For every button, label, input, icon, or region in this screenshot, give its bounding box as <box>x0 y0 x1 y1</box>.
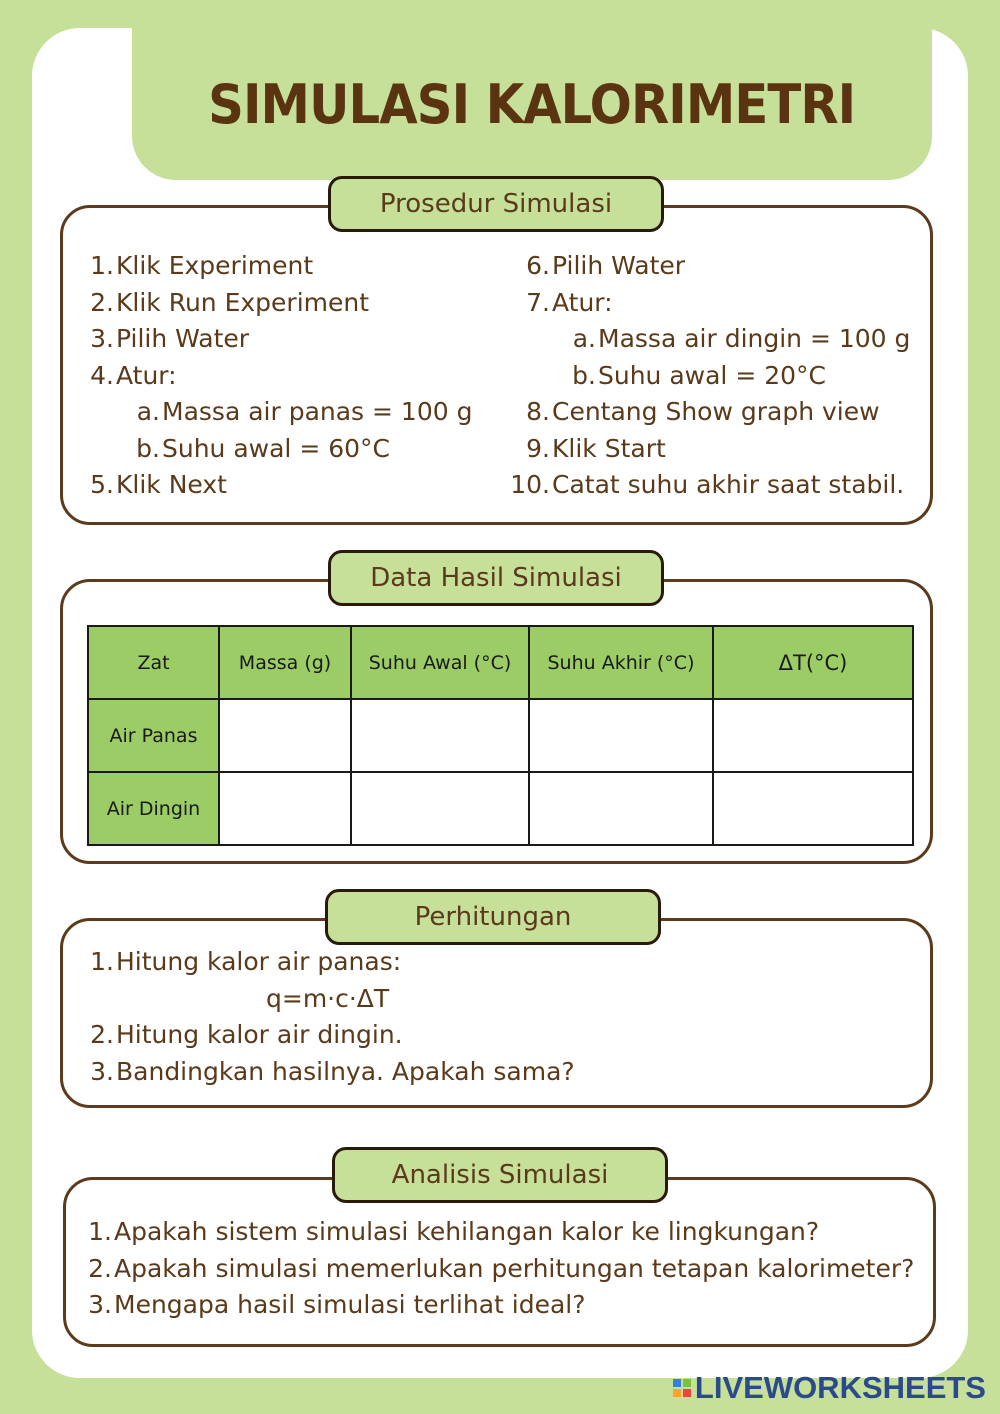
list-item: 1. Klik Experiment <box>90 251 314 280</box>
column-header: Massa (g) <box>219 626 351 699</box>
prosedur-heading: Prosedur Simulasi <box>328 176 664 232</box>
kalor-formula: q=m·c·ΔT <box>266 984 390 1013</box>
list-item: 1. Hitung kalor air panas: <box>90 947 402 976</box>
table-row <box>88 699 913 772</box>
prosedur-list-right <box>510 248 910 504</box>
suhu-awal-panas-cell[interactable] <box>351 699 529 772</box>
analisis-list <box>88 1214 914 1324</box>
table-row <box>88 772 913 845</box>
list-item: 4. Atur: <box>90 360 177 390</box>
list-item: 2. Apakah simulasi memerlukan perhitungan tetapan kalorimeter? <box>88 1253 915 1283</box>
column-header: ΔT(°C) <box>713 626 913 699</box>
list-subitem: b. Suhu awal = 60°C <box>136 433 390 463</box>
table-header-row <box>88 626 913 699</box>
data-hasil-heading: Data Hasil Simulasi <box>328 550 664 606</box>
column-header: Suhu Awal (°C) <box>351 626 529 699</box>
list-item: 2. Klik Run Experiment <box>90 287 370 317</box>
list-item: 8. Centang Show graph view <box>526 397 880 426</box>
list-item: 9. Klik Start <box>526 433 666 463</box>
row-header: Air Panas <box>88 699 219 772</box>
row-header: Air Dingin <box>88 772 219 845</box>
list-item: 6. Pilih Water <box>526 251 686 280</box>
list-item: 5. Klik Next <box>90 470 227 499</box>
logo-squares-icon <box>673 1379 691 1397</box>
delta-t-panas-cell[interactable] <box>713 699 913 772</box>
list-subitem: a. Massa air panas = 100 g <box>136 397 473 426</box>
massa-panas-cell[interactable] <box>219 699 351 772</box>
list-item: 7. Atur: <box>526 287 613 317</box>
perhitungan-heading: Perhitungan <box>325 889 661 945</box>
analisis-heading: Analisis Simulasi <box>332 1147 668 1203</box>
list-item: 10. Catat suhu akhir saat stabil. <box>510 470 905 499</box>
list-subitem: b. Suhu awal = 20°C <box>572 360 826 390</box>
brand-text: LIVEWORKSHEETS <box>694 1370 986 1405</box>
delta-t-dingin-cell[interactable] <box>713 772 913 845</box>
suhu-akhir-dingin-cell[interactable] <box>529 772 713 845</box>
liveworksheets-logo <box>673 1370 986 1406</box>
list-item: 2. Hitung kalor air dingin. <box>90 1020 403 1049</box>
list-subitem: a. Massa air dingin = 100 g <box>572 324 911 353</box>
suhu-awal-dingin-cell[interactable] <box>351 772 529 845</box>
list-item: 1. Apakah sistem simulasi kehilangan kalor ke lingkungan? <box>88 1217 820 1246</box>
page-title: SIMULASI KALORIMETRI <box>208 72 856 136</box>
suhu-akhir-panas-cell[interactable] <box>529 699 713 772</box>
column-header: Suhu Akhir (°C) <box>529 626 713 699</box>
column-header: Zat <box>88 626 219 699</box>
massa-dingin-cell[interactable] <box>219 772 351 845</box>
list-item: 3. Pilih Water <box>90 324 250 353</box>
data-table <box>87 625 914 846</box>
title-banner <box>132 28 932 180</box>
list-item: 3. Mengapa hasil simulasi terlihat ideal? <box>88 1290 586 1319</box>
perhitungan-list <box>90 944 575 1090</box>
list-item: 3. Bandingkan hasilnya. Apakah sama? <box>90 1056 575 1086</box>
prosedur-list-left <box>90 248 472 504</box>
